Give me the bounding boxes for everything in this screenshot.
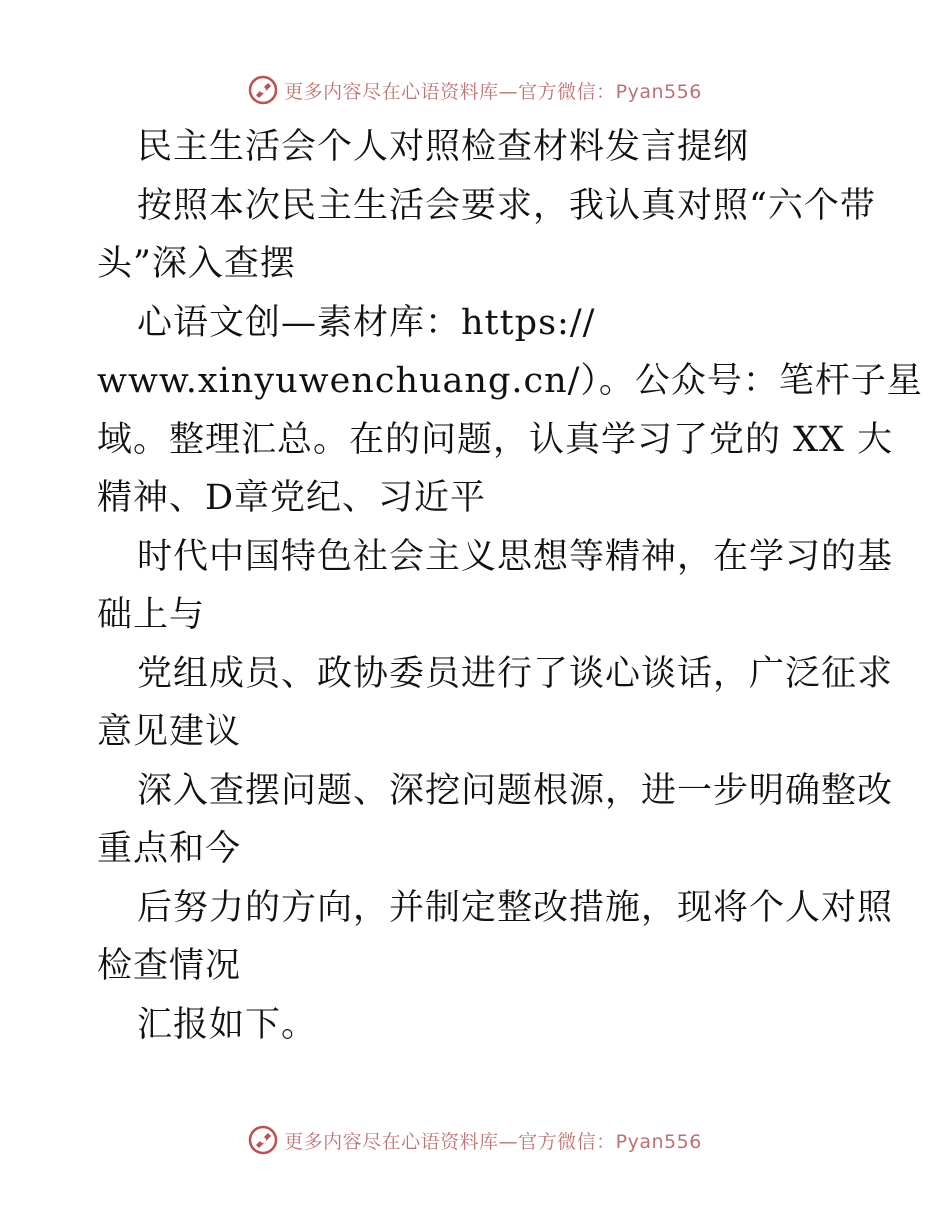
doc-line: 重点和今 xyxy=(97,829,242,869)
doc-line: 头”深入查摆 xyxy=(97,244,296,284)
doc-line: www.xinyuwenchuang.cn/）。公众号：笔杆子星 xyxy=(97,361,923,401)
logo-icon xyxy=(248,75,278,105)
doc-line: 民主生活会个人对照检查材料发言提纲 xyxy=(137,127,750,167)
doc-line: 精神、D章党纪、习近平 xyxy=(97,478,487,518)
doc-line: 后努力的方向，并制定整改措施，现将个人对照 xyxy=(137,887,894,928)
doc-line: 时代中国特色社会主义思想等精神，在学习的基 xyxy=(137,536,894,577)
doc-line: 汇报如下。 xyxy=(137,1004,318,1045)
header-watermark xyxy=(0,70,950,110)
logo-icon xyxy=(248,1125,278,1155)
doc-line: 域。整理汇总。在的问题，认真学习了党的 XX 大 xyxy=(97,419,894,460)
doc-line: 党组成员、政协委员进行了谈心谈话，广泛征求 xyxy=(137,653,894,694)
watermark-text: 更多内容尽在心语资料库—官方微信：Pyan556 xyxy=(284,80,702,103)
doc-line: 按照本次民主生活会要求，我认真对照“六个带 xyxy=(137,185,876,226)
doc-line: 检查情况 xyxy=(97,946,242,986)
doc-line: 意见建议 xyxy=(97,712,242,752)
watermark-text: 更多内容尽在心语资料库—官方微信：Pyan556 xyxy=(284,1130,702,1153)
doc-line: 础上与 xyxy=(97,595,206,635)
doc-line: 心语文创—素材库：https:// xyxy=(137,302,596,343)
doc-line: 深入查摆问题、深挖问题根源，进一步明确整改 xyxy=(137,770,894,811)
document-body xyxy=(97,118,923,1054)
footer-watermark xyxy=(0,1120,950,1160)
